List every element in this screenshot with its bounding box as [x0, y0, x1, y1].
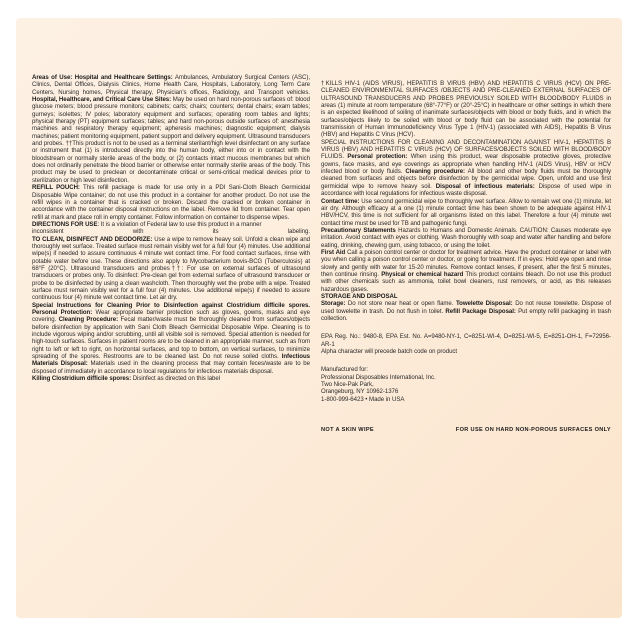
- personal-protection-heading: Personal Protection:: [32, 309, 93, 316]
- epa-registration: EPA Reg. No.: 9480-8, EPA Est. No. A=9480-NY-1, C=8251-WI-4, D=8251-WI-5, E=8251-OH-1, F=72956-AR-1: [321, 333, 611, 348]
- hiv-special-paragraph: [321, 139, 611, 198]
- contact-time-heading: Contact time:: [321, 197, 360, 205]
- manufacturer-line: Manufactured for:: [321, 366, 368, 374]
- clean-disinfect-text: Use a wipe to remove heavy soil. Unfold a clean wipe and thoroughly wet surface. Treated surface must remain visibly wet for a full four (4) minutes. Use additional wipe(s) if needed to assure continuous 4 minute wet contact time. For food contact surfaces, rinse with potable water before use. These directions also apply to Mycobacterium bovis-BCG (Tuberculosis) at 68°F (20°C). Ultrasound transducers and probes††: For use on external surfaces of ultrasound transducers or probes only. To disinfect: Pre-clean gel from external surface of ultrasound transducer or probe to be disinfected by using a clean washcloth. Then thoroughly wet the probe with a wipe. Treated surface must remain visibly wet for a full four (4) minutes. Use additional wipe(s) if needed to assure continuous four (4) minute wet contact time. Let air dry.: [32, 235, 310, 302]
- contact-time-text: Use second germicidal wipe to thoroughly wet surface. Allow to remain wet one (1) minute, let air dry. Although efficacy at a one (1) minute contact time has been shown to be adequate against HIV-1 HBV/HCV, this time is not sufficient for all organisms listed on this label. Therefore a four (4) minute wet contact time must be used for TB and pathogenic fungi.: [321, 197, 612, 227]
- directions-word: its: [212, 228, 219, 236]
- batch-code-note: Alpha character will precede batch code on product: [321, 348, 458, 356]
- hiv-disposal-text: Dispose of used wipe in accordance with local regulations for infectious waste disposal.: [321, 182, 611, 198]
- hiv-claim-paragraph: [321, 80, 611, 139]
- hiv-special-heading: SPECIAL INSTRUCTIONS FOR CLEANING AND DECONTAMINATION AGAINST HIV-1, HEPATITIS B VIRUS (HBV) AND HEPATITIS C VIRUS (HCV) OF SURFACES/OBJECTS SOILED WITH BLOOD/BODY FLUIDS.: [321, 138, 611, 161]
- spacer: [321, 322, 611, 333]
- areas-of-use-paragraph: [32, 74, 310, 184]
- clean-disinfect-paragraph: [32, 236, 310, 302]
- precautionary-text: Hazards to Humans and Domestic Animals. CAUTION: Causes moderate eye irritation. Avoid contact with eyes or clothing. Wash thoroughly with soap and water after handling and before eating, drinking, chewing gum, using tobacco, or using the toilet.: [321, 226, 611, 249]
- directions-paragraph: [32, 221, 310, 228]
- not-skin-wipe-notice: NOT A SKIN WIPE: [321, 427, 375, 434]
- physical-hazard-heading: Physical or chemical hazard: [381, 270, 464, 278]
- storage-text: Do not store near heat or open flame.: [347, 300, 454, 308]
- spacer: [321, 355, 611, 366]
- cleaning-procedure-text: Fecal matter/waste must be thoroughly cleaned from surfaces/objects before disinfection by application with Sani Cloth Bleach Germicidal Disposable Wipe. Cleaning is to include vigorous wiping and/or scrubbing, until all visible soil is removed. Special attention is needed for high-touch surfaces. Surfaces in patient rooms are to be cleaned in an appropriate manner, such as from right to left or left to right, on horizontal surfaces, and top to bottom, on vertical surfaces, to minimize spreading of the spores. Restrooms are to be cleaned last. Do not reuse soiled cloths.: [32, 316, 310, 361]
- hospital-settings-text: Ambulances, Ambulatory Surgical Centers (ASC), Clinics, Dental Offices, Dialysis Clinics, Home Health Care, Hospitals, Laboratory, Long Term Care Centers, Nursing homes, Physical therapy, Physician's offices, Radiology, and Transport vehicles.: [32, 74, 310, 96]
- clean-disinfect-heading: TO CLEAN, DISINFECT AND DEODORIZE:: [32, 235, 153, 243]
- c-diff-paragraph: [32, 302, 310, 375]
- infectious-disposal-text: Materials used in the cleaning process that may contain feces/waste are to be disposed of immediately in accordance to local regulations for infectious materials disposal.: [32, 360, 310, 375]
- directions-word: inconsistent: [32, 228, 64, 236]
- left-column: [32, 74, 310, 382]
- hiv-claim-heading: †KILLS HIV-1 (AIDS VIRUS), HEPATITIS B VIRUS (HBV) AND HEPATITIS C VIRUS (HCV) ON PRE-CLEANED ENVIRONMENTAL SURFACES /OBJECTS AND PRE-CLEANED EXTERNAL SURFACES OF ULTRASOUND TRANSDUCERS AND PROBES PREVIOUSLY SOILED WITH BLOOD/BODY FLUIDS: [321, 80, 611, 102]
- areas-of-use-heading: Areas of Use:: [32, 74, 73, 81]
- hiv-cleaning-procedure-heading: Cleaning procedure:: [405, 168, 466, 176]
- hard-surfaces-notice: FOR USE ON HARD NON-POROUS SURFACES ONLY: [455, 427, 611, 434]
- hiv-cleaning-procedure-text: All blood and other body fluids must be thoroughly cleaned from surfaces and objects before disinfection by the germicidal wipe. Open, unfold and use first germicidal wipe to remove heavy soil.: [321, 168, 611, 190]
- directions-word: with: [132, 228, 144, 236]
- storage-disposal-heading: STORAGE AND DISPOSAL: [321, 292, 398, 300]
- first-aid-heading: First Aid: [321, 248, 346, 256]
- hiv-disposal-heading: Disposal of infectious materials:: [435, 182, 535, 190]
- c-diff-heading: Special Instructions for Cleaning Prior to Disinfection against Clostridium difficile spores.: [32, 301, 310, 309]
- storage-paragraph: [321, 293, 611, 322]
- use-sites-heading: Hospital, Healthcare, and Critical Care Use Sites:: [32, 96, 172, 104]
- first-aid-paragraph: [321, 249, 611, 293]
- first-aid-text: Call a poison control center or doctor for treatment advice. Have the product container or label with you when calling a poison control center or doctor, or going for treatment. If in eyes: Hold eye open and rinse slowly and gently with water for 15-20 minutes. Remove contact lenses, if present, after the first 5 minutes, then continue rinsing.: [321, 248, 611, 278]
- use-sites-text: May be used on hard non-porous surfaces of: blood glucose meters; blood pressure monitors; cabinets; carts; chairs; counters; dental chairs; exam tables; gurneys; isolettes; IV poles; laboratory equipment and surfaces; operating room tables and lights; physical therapy (PT) equipment surfaces; tables; and hard non-porous outside surfaces of: anesthesia machines and respiratory therapy equipment; apheresis machines; diagnostic equipment; dialysis machines; patient monitoring equipment, patient support and delivery equipment. Ultrasound transducers and probes. ††This product is not to be used as a terminal sterilant/high level disinfectant on any surface or instrument that (1) is introduced directly into the human body, either into or in contact with the bloodstream or normally sterile areas of the body, or (2) contacts intact mucous membranes but which does not ordinarily penetrate the blood barrier or otherwise enter normally sterile areas of the body. This product may be used to preclean or decontaminate critical or semi-critical medical devices prior to sterilization or high level disinfection.: [32, 96, 310, 184]
- killing-spores-text: Disinfect as directed on this label: [132, 375, 221, 383]
- killing-spores-paragraph: [32, 375, 310, 382]
- manufacturer-line: Professional Disposables International, Inc.: [321, 373, 436, 381]
- label-footer: [321, 427, 611, 434]
- physical-hazard-text: This product contains bleach. Do not use this product with other chemicals such as ammonia, toilet bowl cleaners, rust removers, or acid, as this releases hazardous gases.: [321, 270, 611, 293]
- refill-disposal-heading: Refill Package Disposal:: [445, 307, 516, 315]
- cleaning-procedure-heading: Cleaning Procedure:: [58, 316, 119, 324]
- refill-disposal-text: Put empty refill packaging in trash collection.: [321, 307, 611, 322]
- hiv-personal-protection-text: When using this product, wear disposable protective gloves, protective gowns, face masks, and eye coverings as appropriate when handling HIV-1 (AIDS Virus), HBV or HCV infected blood or body fluids.: [321, 153, 611, 176]
- precautionary-heading: Precautionary Statements: [321, 226, 396, 234]
- right-column: [321, 80, 611, 434]
- refill-pouch-paragraph: [32, 184, 310, 221]
- infectious-disposal-heading: Infectious Materials Disposal:: [32, 353, 310, 368]
- manufacturer-line: Orangeburg, NY 10962-1376: [321, 388, 399, 396]
- product-label: [16, 18, 622, 618]
- refill-pouch-text: This refill package is made for use only in a PDI Sani-Cloth Bleach Germicidal Disposable Wipe container; do not use this product in a container for another product. Do not use the refill wipes in a container that is cracked or broken. Discard the cracked or broken container in accordance with the container disposal instructions on the label. Remove lid from container. Tear open refill at mark and place roll in empty container. Follow information on container to dispense wipes.: [32, 184, 310, 221]
- towelette-disposal-heading: Towelette Disposal:: [455, 300, 513, 308]
- hospital-settings-heading: Hospital and Healthcare Settings:: [74, 74, 173, 81]
- directions-heading: DIRECTIONS FOR USE: [32, 220, 98, 228]
- directions-text: : It is a violation of Federal law to use this product in a manner: [97, 220, 262, 228]
- manufacturer-line: 1-800-999-6423 • Made in USA: [321, 395, 405, 403]
- storage-heading: Storage:: [321, 300, 346, 308]
- precautionary-paragraph: [321, 227, 611, 249]
- manufacturer-line: Two Nice-Pak Park,: [321, 381, 374, 389]
- killing-spores-heading: Killing Clostridium difficile spores:: [32, 375, 132, 383]
- hiv-claim-text: in areas (1) minute at room temperature (68°-77°F) or (20°-25°C) in healthcare or other settings in which there is an expected likelihood of soiling of inanimate surfaces/objects with blood or body fluids, and in which the surfaces/objects likely to be soiled with blood or body fluid can be associated with the potential for transmission of Human Immunodeficiency Virus Type 1 (HIV-1) (associated with AIDS), Hepatitis B Virus (HBV) and Hepatitis C Virus (HCV).: [321, 94, 611, 139]
- directions-word: labeling.: [287, 228, 310, 236]
- refill-pouch-heading: REFILL POUCH:: [32, 184, 80, 192]
- towelette-disposal-text: Do not reuse towelette. Dispose of used towelette in trash. Do not flush in toilet.: [321, 300, 612, 315]
- directions-labeling-line: [32, 228, 310, 235]
- hiv-personal-protection-heading: Personal protection:: [347, 153, 408, 161]
- personal-protection-text: Wear appropriate barrier protection such as gloves, gowns, masks and eye covering.: [32, 309, 310, 324]
- contact-time-paragraph: [321, 198, 611, 227]
